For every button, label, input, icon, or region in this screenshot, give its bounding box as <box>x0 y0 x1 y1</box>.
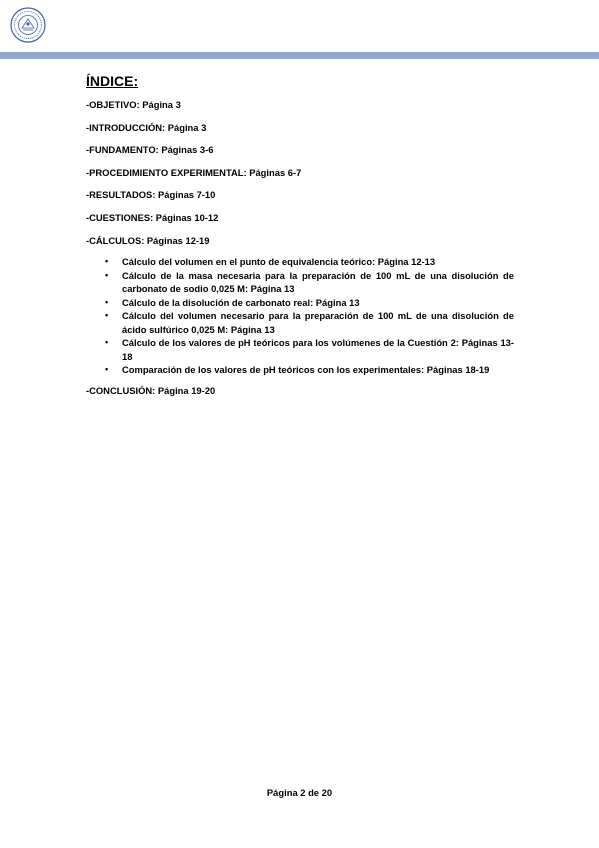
bullet-icon: • <box>105 296 109 307</box>
header-bar <box>0 52 599 59</box>
bullet-icon: • <box>105 337 109 348</box>
bullet-icon: • <box>105 364 109 375</box>
index-entry-resultados: -RESULTADOS: Páginas 7-10 <box>86 189 216 201</box>
list-item <box>105 269 514 296</box>
calculos-sublist <box>86 255 514 377</box>
calculos-item-text: Cálculo del volumen en el punto de equivalencia teórico: Página 12-13 <box>122 256 436 268</box>
list-item <box>105 309 514 336</box>
calculos-item-text: Cálculo del volumen necesario para la preparación de 100 mL de una disolución de ácido sulfúrico 0,025 M: Página 13 <box>122 310 514 335</box>
list-item <box>105 363 514 377</box>
list-item <box>105 296 514 310</box>
page-number: Página 2 de 20 <box>266 787 333 798</box>
index-entry-fundamento: -FUNDAMENTO: Páginas 3-6 <box>86 144 214 156</box>
bullet-icon: • <box>105 310 109 321</box>
bullet-icon: • <box>105 269 109 280</box>
calculos-item-text: Cálculo de la masa necesaria para la preparación de 100 mL de una disolución de carbonato de sodio 0,025 M: Página 13 <box>122 269 514 295</box>
index-entry-objetivo: -OBJETIVO: Página 3 <box>86 99 181 110</box>
calculos-item-text: Cálculo de la disolución de carbonato real: Página 13 <box>122 296 360 308</box>
index-entry-cuestiones: -CUESTIONES: Páginas 10-12 <box>86 211 219 223</box>
index-entry-conclusion: -CONCLUSIÓN: Página 19-20 <box>86 384 216 396</box>
index-entry-introduccion: -INTRODUCCIÓN: Página 3 <box>86 121 207 133</box>
list-item <box>105 336 514 363</box>
list-item <box>105 255 514 269</box>
index-entry-procedimiento: -PROCEDIMIENTO EXPERIMENTAL: Páginas 6-7 <box>86 166 302 178</box>
university-seal-icon <box>10 7 46 43</box>
index-title: ÍNDICE: <box>86 73 139 89</box>
index-entry-calculos: -CÁLCULOS: Páginas 12-19 <box>86 234 210 246</box>
calculos-item-text: Comparación de los valores de pH teóricos con los experimentales: Páginas 18-19 <box>122 364 490 376</box>
bullet-icon: • <box>105 256 109 267</box>
index-section <box>86 72 514 407</box>
calculos-item-text: Cálculo de los valores de pH teóricos para los volúmenes de la Cuestión 2: Páginas 13-18 <box>122 337 514 362</box>
